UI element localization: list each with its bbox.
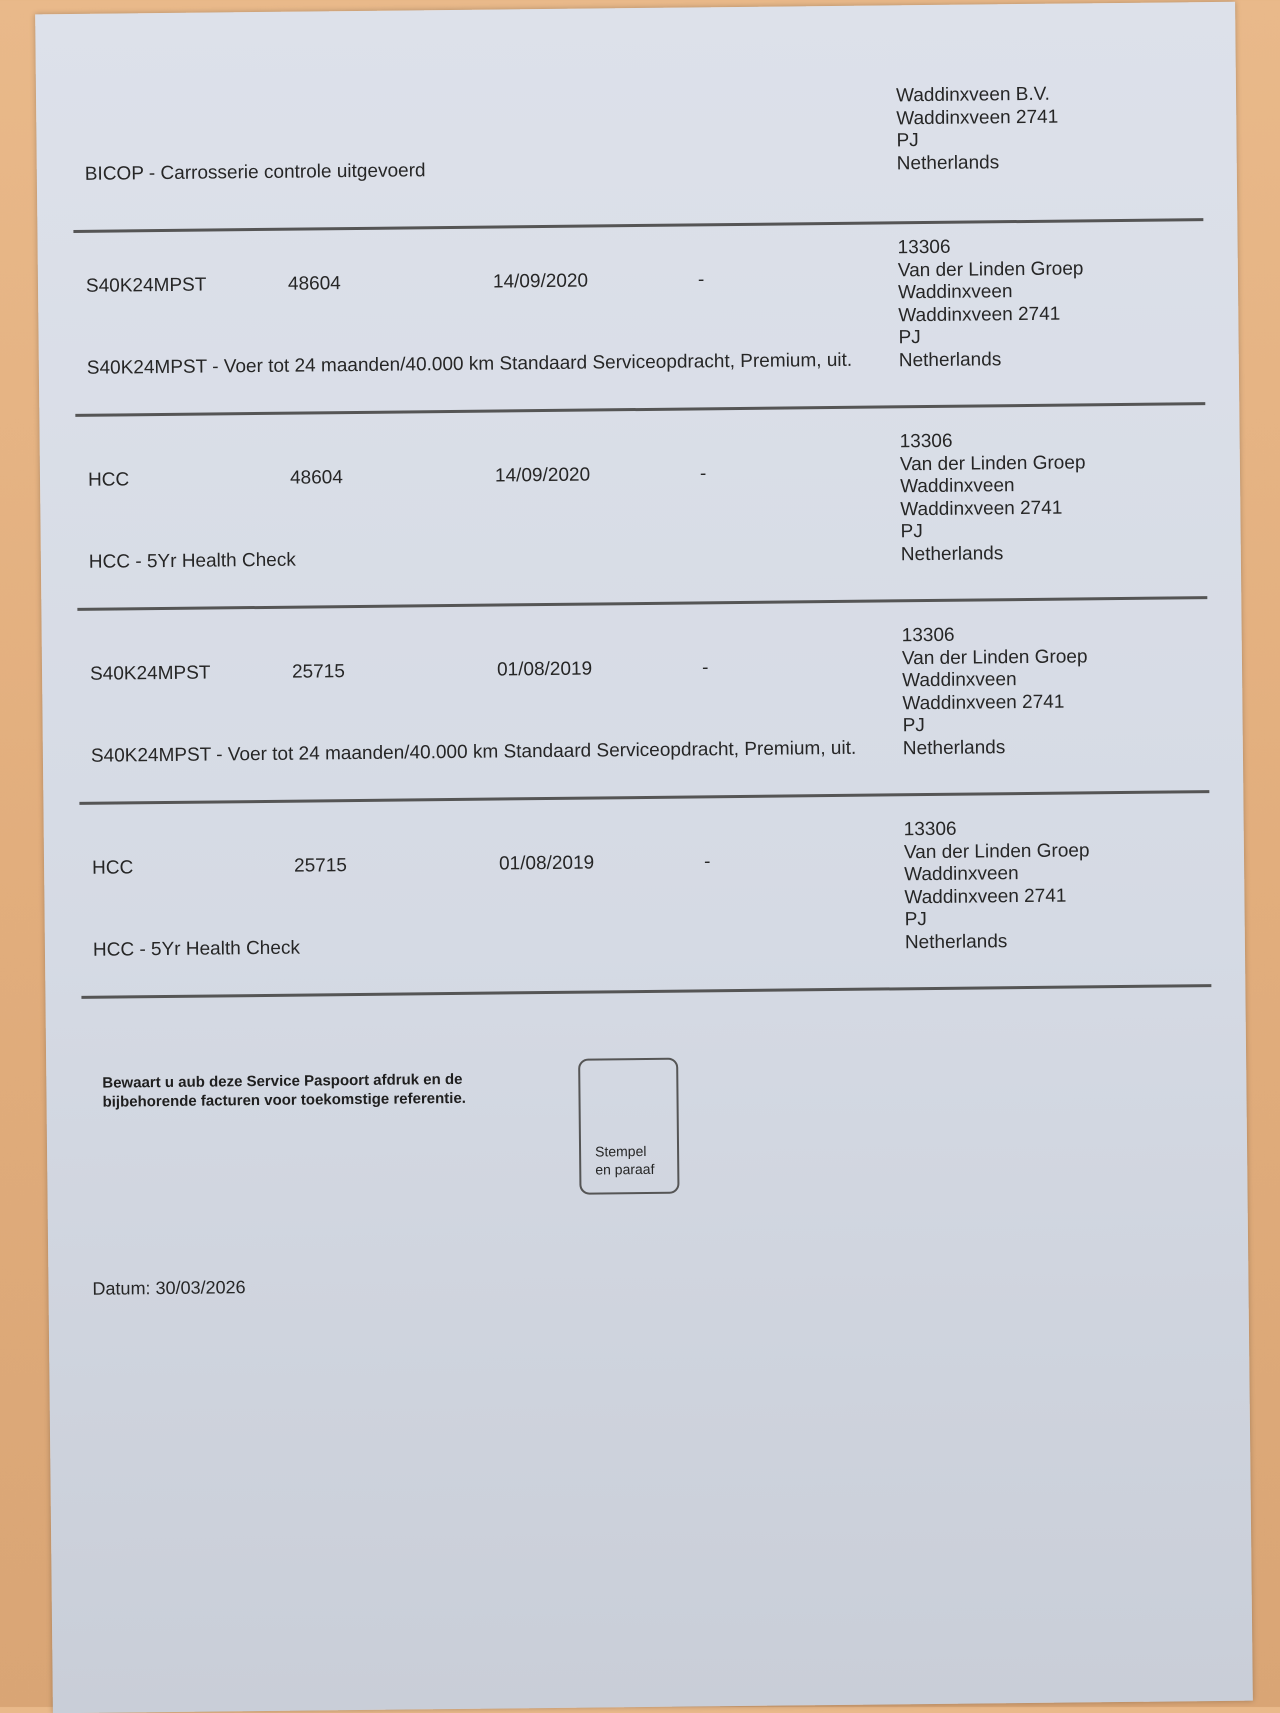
dealer-address bbox=[902, 623, 1089, 760]
mileage: 48604 bbox=[289, 467, 343, 489]
service-code: S40K24MPST bbox=[85, 274, 207, 297]
dealer-line: Waddinxveen 2741 bbox=[900, 497, 1063, 520]
stamp-label-line: en paraaf bbox=[595, 1160, 655, 1178]
dealer-line: PJ bbox=[904, 909, 927, 931]
notice-line: bijbehorende facturen voor toekomstige referentie. bbox=[102, 1089, 467, 1111]
print-date: Datum: 30/03/2026 bbox=[92, 1277, 246, 1299]
dealer-line: Waddinxveen bbox=[902, 669, 1017, 692]
divider bbox=[81, 984, 1211, 999]
address-line: PJ bbox=[896, 130, 919, 152]
stamp-box bbox=[578, 1058, 679, 1195]
stamp-label bbox=[595, 1142, 655, 1179]
address-line: Waddinxveen B.V. bbox=[895, 83, 1050, 107]
dealer-address bbox=[900, 429, 1087, 566]
retention-notice bbox=[102, 1070, 466, 1112]
service-date: 01/08/2019 bbox=[498, 852, 595, 875]
dealer-line: Waddinxveen 2741 bbox=[902, 691, 1065, 714]
divider bbox=[79, 790, 1209, 805]
dealer-line: Van der Linden Groep bbox=[899, 451, 1086, 475]
document-title: BICOP - Carrosserie controle uitgevoerd bbox=[84, 160, 426, 185]
stamp-label-line: Stempel bbox=[594, 1142, 647, 1160]
mileage: 25715 bbox=[291, 661, 345, 683]
divider bbox=[73, 218, 1203, 233]
dealer-line: Netherlands bbox=[904, 930, 1008, 953]
service-description: S40K24MPST - Voer tot 24 maanden/40.000 km Standaard Serviceopdracht, Premium, uit. bbox=[86, 349, 853, 379]
service-description: HCC - 5Yr Health Check bbox=[92, 937, 300, 961]
dealer-line: Van der Linden Groep bbox=[903, 839, 1090, 863]
dealer-line: Van der Linden Groep bbox=[897, 257, 1084, 281]
service-date: 14/09/2020 bbox=[492, 270, 589, 293]
dealer-address bbox=[904, 817, 1091, 954]
dealer-line: 13306 bbox=[899, 430, 953, 453]
service-date: 01/08/2019 bbox=[496, 658, 593, 681]
dealer-line: Van der Linden Groep bbox=[901, 645, 1088, 669]
notice-line: Bewaart u aub deze Service Paspoort afdruk en de bbox=[102, 1070, 463, 1092]
dealer-line: Waddinxveen bbox=[904, 863, 1019, 886]
service-description: S40K24MPST - Voer tot 24 maanden/40.000 km Standaard Serviceopdracht, Premium, uit. bbox=[90, 737, 857, 767]
dealer-line: Waddinxveen bbox=[900, 475, 1015, 498]
company-address bbox=[896, 84, 1059, 176]
service-description: HCC - 5Yr Health Check bbox=[88, 549, 296, 573]
dash-value: - bbox=[701, 657, 709, 679]
dealer-line: PJ bbox=[900, 521, 923, 543]
service-code: HCC bbox=[87, 469, 130, 491]
mileage: 25715 bbox=[293, 855, 348, 877]
dealer-address bbox=[898, 235, 1085, 372]
dash-value: - bbox=[699, 463, 707, 485]
dealer-line: Netherlands bbox=[900, 542, 1004, 565]
dealer-line: 13306 bbox=[897, 236, 951, 259]
dealer-line: 13306 bbox=[901, 624, 955, 647]
mileage: 48604 bbox=[287, 273, 341, 295]
dealer-line: Waddinxveen bbox=[897, 281, 1013, 304]
service-passport-page bbox=[35, 2, 1253, 1713]
dash-value: - bbox=[703, 851, 711, 873]
dealer-line: Waddinxveen 2741 bbox=[898, 303, 1061, 326]
dealer-line: Netherlands bbox=[898, 348, 1002, 371]
dealer-line: PJ bbox=[898, 327, 921, 349]
divider bbox=[75, 402, 1205, 417]
service-code: S40K24MPST bbox=[89, 662, 211, 685]
address-line: Waddinxveen 2741 bbox=[896, 106, 1059, 129]
divider bbox=[77, 596, 1207, 611]
dealer-line: Netherlands bbox=[902, 736, 1006, 759]
dealer-line: PJ bbox=[902, 715, 925, 737]
dash-value: - bbox=[697, 269, 705, 291]
service-code: HCC bbox=[91, 857, 134, 879]
dealer-line: 13306 bbox=[903, 818, 957, 841]
dealer-line: Waddinxveen 2741 bbox=[904, 885, 1067, 908]
service-date: 14/09/2020 bbox=[494, 464, 591, 487]
address-line: Netherlands bbox=[896, 151, 1000, 174]
